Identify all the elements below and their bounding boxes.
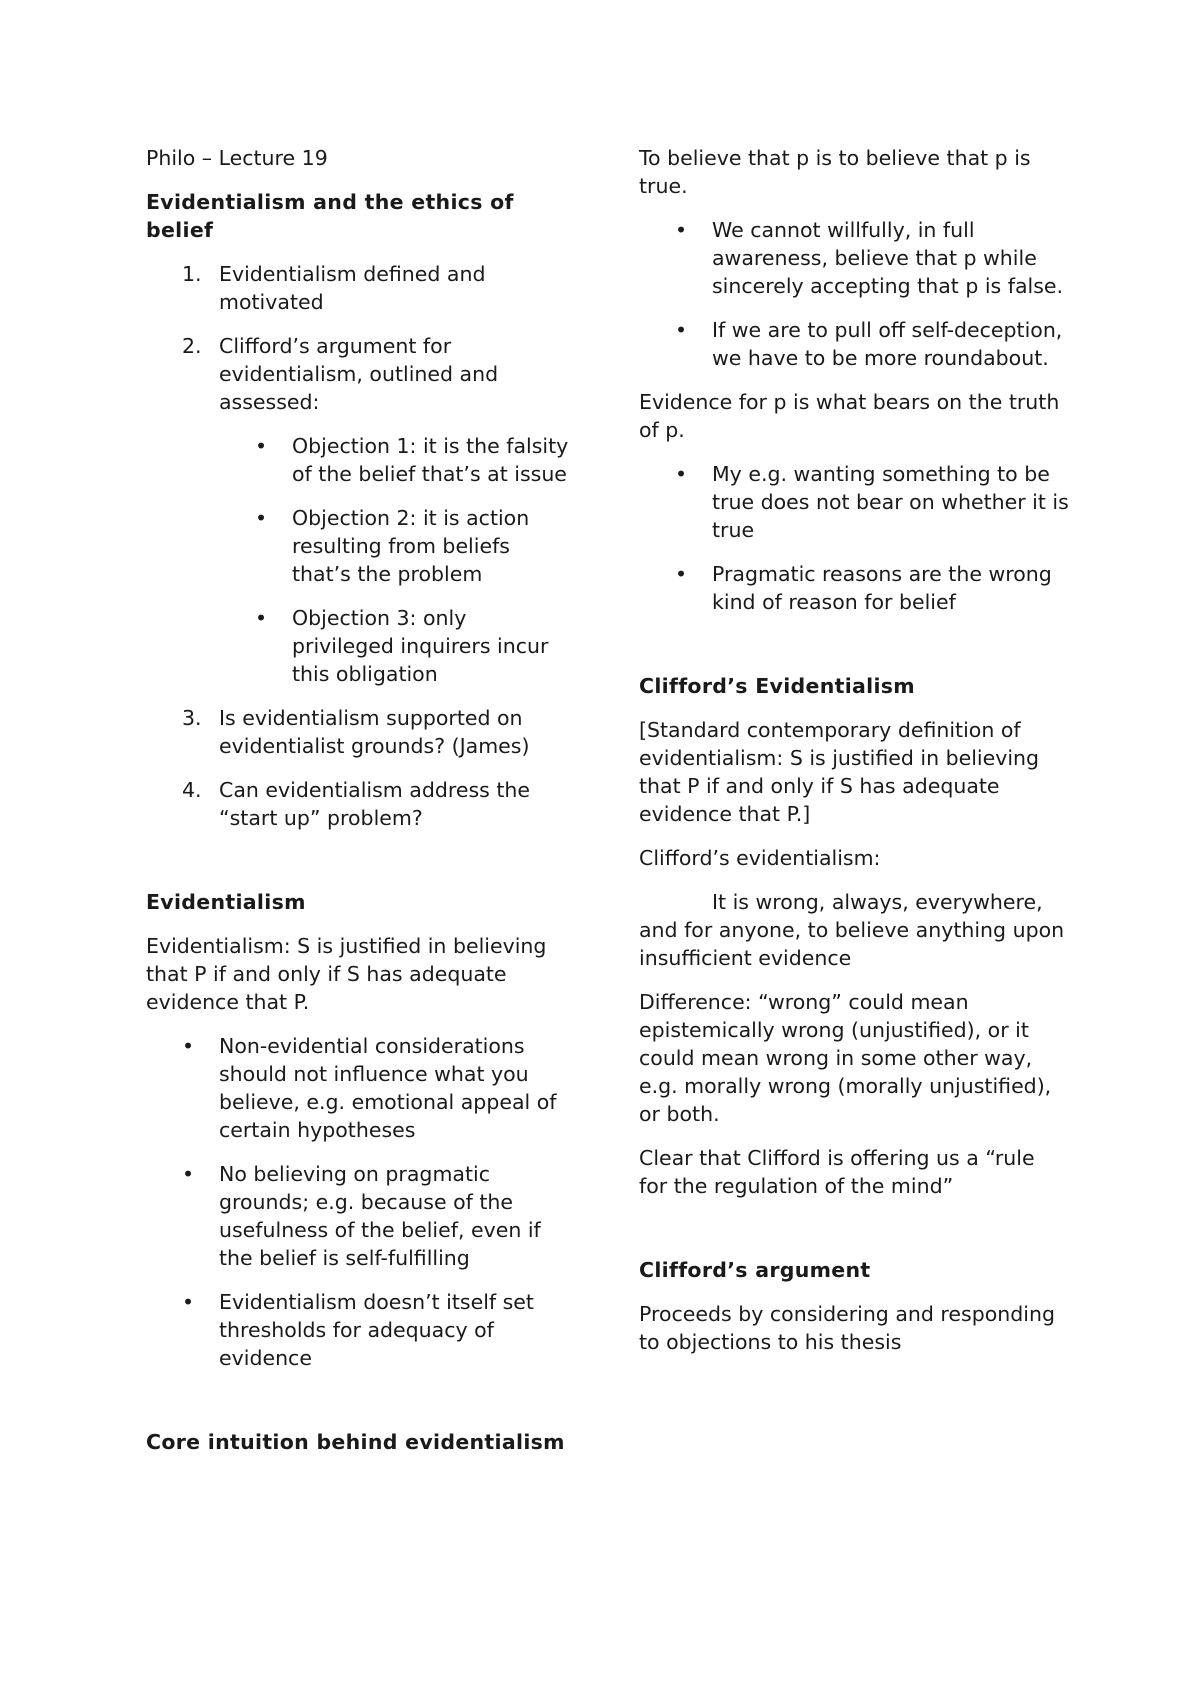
- bullet-icon: •: [182, 1290, 195, 1314]
- bullet-item: [639, 460, 1069, 544]
- objection-text: Objection 1: it is the falsity of the belief that’s at issue: [292, 434, 569, 486]
- bullet-item: [639, 560, 1069, 616]
- objection-text: Objection 3: only privileged inquirers incur this obligation: [292, 606, 549, 686]
- bullet-icon: •: [182, 1034, 195, 1058]
- bullet-icon: •: [255, 506, 268, 530]
- outline-text: Is evidentialism supported on evidentialist grounds? (James): [219, 706, 530, 758]
- section-spacer: [639, 632, 1069, 672]
- bullet-item: [146, 1032, 571, 1144]
- outline-number: 3.: [182, 706, 202, 730]
- left-column: [146, 144, 571, 1472]
- section-spacer: [146, 1388, 571, 1428]
- bullet-text: My e.g. wanting something to be true does not bear on whether it is true: [712, 462, 1069, 542]
- difference-paragraph: Difference: “wrong” could mean epistemically wrong (unjustified), or it could mean wrong in some other way, e.g. morally wrong (morally unjustified), or both.: [639, 990, 1052, 1126]
- bullet-icon: •: [675, 562, 688, 586]
- bullet-text: No believing on pragmatic grounds; e.g. because of the usefulness of the belief, even if the belief is self-fulfilling: [219, 1162, 541, 1270]
- bullet-text: We cannot willfully, in full awareness, believe that p while sincerely accepting that p is false.: [712, 218, 1064, 298]
- outline-text: Clifford’s argument for evidentialism, outlined and assessed:: [219, 334, 499, 414]
- document-title: Philo – Lecture 19: [146, 146, 328, 170]
- outline-item: [146, 332, 571, 688]
- belief-bullets: [639, 216, 1069, 372]
- section-spacer: [146, 848, 571, 888]
- belief-truth-paragraph: To believe that p is to believe that p is true.: [639, 146, 1031, 198]
- section-heading-cliffords-argument: Clifford’s argument: [639, 1258, 871, 1282]
- bullet-text: Non-evidential considerations should not influence what you believe, e.g. emotional appeal of certain hypotheses: [219, 1034, 557, 1142]
- section-heading-ethics-of-belief: Evidentialism and the ethics of belief: [146, 190, 514, 242]
- outline-number: 1.: [182, 262, 202, 286]
- outline-item: [146, 776, 571, 832]
- evidence-bullets: [639, 460, 1069, 616]
- objection-item: [146, 504, 571, 588]
- bullet-icon: •: [255, 434, 268, 458]
- objections-list: [146, 432, 571, 688]
- bullet-icon: •: [675, 462, 688, 486]
- bullet-item: [639, 316, 1069, 372]
- section-heading-evidentialism: Evidentialism: [146, 890, 306, 914]
- cliffords-evidentialism-label: Clifford’s evidentialism:: [639, 846, 881, 870]
- bullet-item: [146, 1288, 571, 1372]
- evidence-paragraph: Evidence for p is what bears on the truth of p.: [639, 390, 1060, 442]
- right-column: [639, 144, 1069, 1372]
- bullet-icon: •: [255, 606, 268, 630]
- outline-item: [146, 704, 571, 760]
- clifford-quote: It is wrong, always, everywhere, and for anyone, to believe anything upon insufficient evidence: [639, 890, 1065, 970]
- lecture-outline: [146, 260, 571, 832]
- section-heading-core-intuition: Core intuition behind evidentialism: [146, 1430, 565, 1454]
- bullet-text: Evidentialism doesn’t itself set thresholds for adequacy of evidence: [219, 1290, 534, 1370]
- evidentialism-definition: Evidentialism: S is justified in believing that P if and only if S has adequate evidence that P.: [146, 934, 547, 1014]
- standard-definition-paragraph: [Standard contemporary definition of evidentialism: S is justified in believing that P if and only if S has adequate evidence that P.]: [639, 718, 1040, 826]
- outline-text: Can evidentialism address the “start up” problem?: [219, 778, 530, 830]
- bullet-item: [639, 216, 1069, 300]
- bullet-text: If we are to pull off self-deception, we have to be more roundabout.: [712, 318, 1063, 370]
- outline-number: 4.: [182, 778, 202, 802]
- outline-number: 2.: [182, 334, 202, 358]
- objection-item: [146, 432, 571, 488]
- objection-item: [146, 604, 571, 688]
- outline-item: [146, 260, 571, 316]
- section-heading-cliffords-evidentialism: Clifford’s Evidentialism: [639, 674, 915, 698]
- argument-paragraph: Proceeds by considering and responding to objections to his thesis: [639, 1302, 1055, 1354]
- bullet-icon: •: [675, 318, 688, 342]
- rule-paragraph: Clear that Clifford is offering us a “rule for the regulation of the mind”: [639, 1146, 1035, 1198]
- bullet-item: [146, 1160, 571, 1272]
- bullet-icon: •: [675, 218, 688, 242]
- bullet-text: Pragmatic reasons are the wrong kind of reason for belief: [712, 562, 1052, 614]
- section-spacer: [639, 1216, 1069, 1256]
- bullet-icon: •: [182, 1162, 195, 1186]
- evidentialism-bullets: [146, 1032, 571, 1372]
- outline-text: Evidentialism defined and motivated: [219, 262, 486, 314]
- objection-text: Objection 2: it is action resulting from beliefs that’s the problem: [292, 506, 530, 586]
